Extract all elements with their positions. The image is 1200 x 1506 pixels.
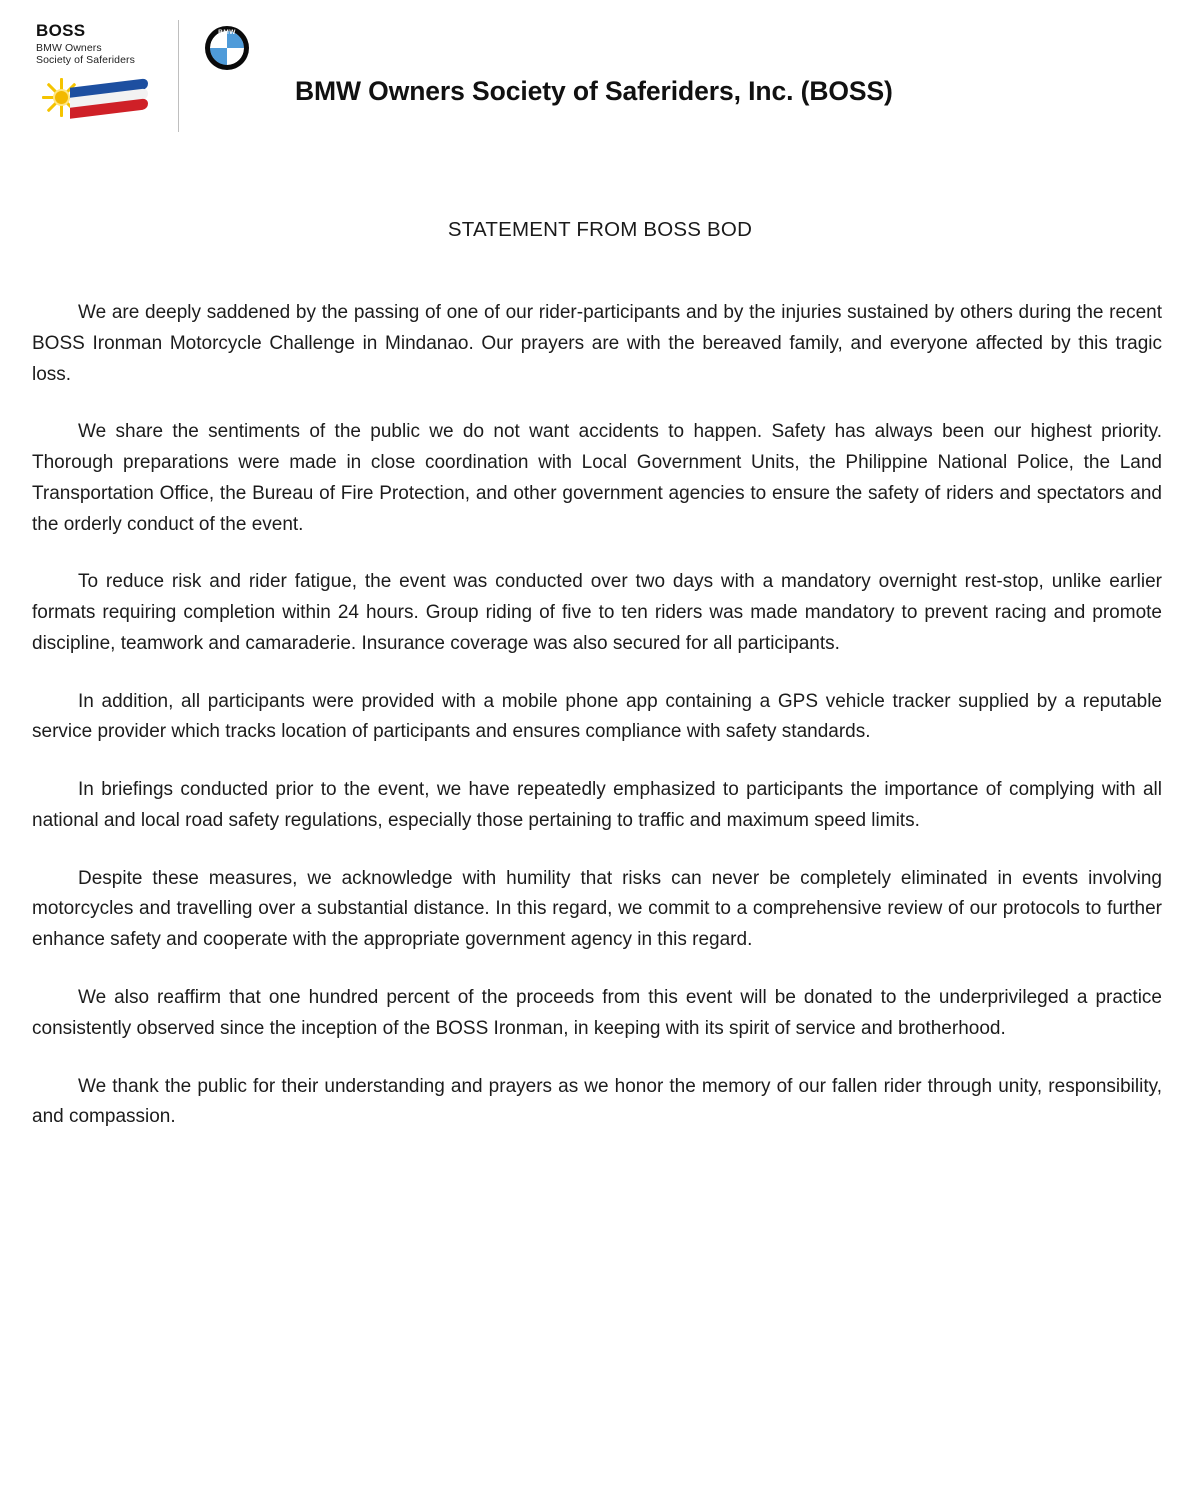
paragraph: To reduce risk and rider fatigue, the event was conducted over two days with a mandatory overnight rest-stop, unlike earlier formats requiring completion within 24 hours. Group riding of five to ten riders was made mandatory to prevent racing and promote discipline, teamwork and camaraderie. Insurance coverage was also secured for all participants. (32, 571, 1162, 654)
paragraph: Despite these measures, we acknowledge with humility that risks can never be completely eliminated in events involving motorcycles and travelling over a substantial distance. In this regard, we commit to a comprehensive review of our protocols to further enhance safety and cooperate with the appropriate government agency in this regard. (32, 867, 1162, 951)
paragraph: In briefings conducted prior to the event, we have repeatedly emphasized to participants the importance of complying with all national and local road safety regulations, especially those pertaining to traffic and maximum speed limits. (32, 779, 1162, 831)
boss-acronym-text: BOSS (36, 21, 86, 40)
statement-body (32, 298, 1162, 1133)
paragraph: In addition, all participants were provided with a mobile phone app containing a GPS vehicle tracker supplied by a reputable service provider which tracks location of participants and ensures compliance with safety standards. (32, 690, 1162, 743)
bmw-lettering-text: BMW (218, 28, 236, 36)
boss-logo-line-1: BMW Owners (36, 42, 102, 54)
paragraph: We share the sentiments of the public we do not want accidents to happen. Safety has always been our highest priority. Thorough preparations were made in close coordination with Local Government Units, the Philippine National Police, the Land Transportation Office, the Bureau of Fire Protection, and other government agencies to ensure the safety of riders and spectators and the orderly conduct of the event. (32, 421, 1162, 535)
philippine-flag-ribbon-icon (70, 82, 148, 116)
bmw-lettering (205, 26, 249, 70)
bmw-roundel-icon (205, 26, 249, 70)
paragraph: We are deeply saddened by the passing of one of our rider-participants and by the injuries sustained by others during the recent BOSS Ironman Motorcycle Challenge in Mindanao. Our prayers are with the bereaved family, and everyone affected by this tragic loss. (32, 302, 1162, 385)
letterhead-header (0, 0, 1200, 140)
page-title: STATEMENT FROM BOSS BOD (447, 218, 753, 241)
paragraph: We also reaffirm that one hundred percent of the proceeds from this event will be donated to the underprivileged a practice consistently observed since the inception of the BOSS Ironman, in keeping with its spirit of service and brotherhood. (32, 987, 1162, 1039)
boss-logo-line-2: Society of Saferiders (36, 54, 135, 67)
vertical-divider (178, 20, 179, 132)
boss-logo (28, 18, 160, 128)
philippine-sun-flag-emblem-icon (36, 72, 151, 124)
organization-title: BMW Owners Society of Saferiders, Inc. (BOSS) (295, 76, 893, 106)
paragraph: We thank the public for their understanding and prayers as we honor the memory of our fallen rider through unity, responsibility, and compassion. (32, 1075, 1162, 1128)
